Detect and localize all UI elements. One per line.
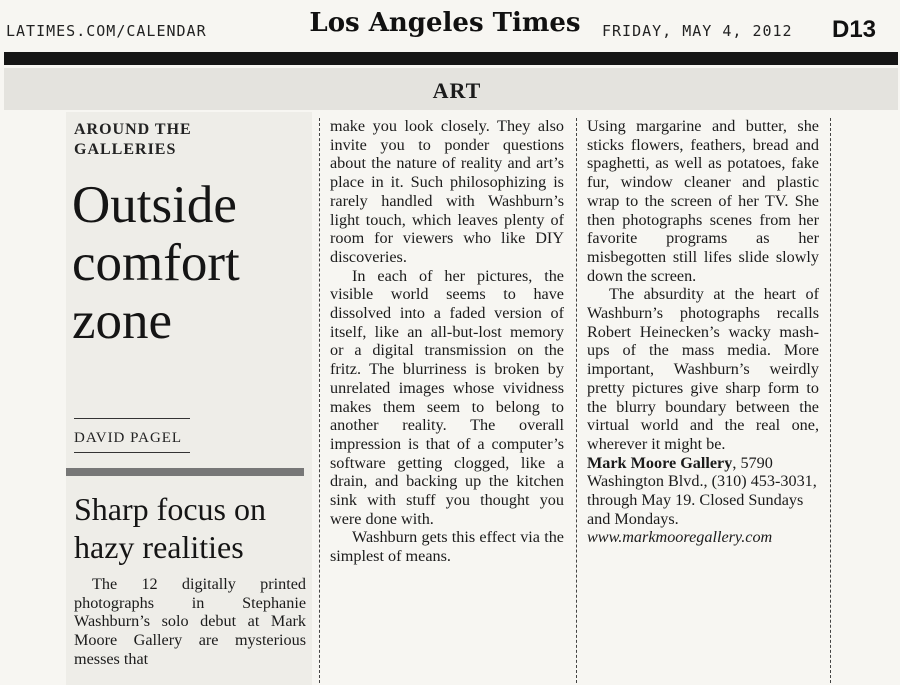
subheadline — [74, 490, 306, 566]
gallery-info — [587, 454, 819, 548]
paragraph: In each of her pictures, the visible world seems to have dissolved into a faded version of itself, like an all-but-lost memory or a digital transmission on the fritz. The blurriness is broken by unrelated images whose vividness makes them seem to belong to another reality. The overall impression is that of a computer’s software getting clogged, like a drain, and backing up the kitchen sink with stuff you thought you were done with. — [330, 266, 564, 528]
column-divider — [576, 118, 577, 683]
masthead: Los Angeles Times — [309, 8, 581, 38]
headline — [72, 176, 308, 350]
site-url: LATIMES.COM/CALENDAR — [6, 22, 207, 40]
header-rule — [4, 52, 898, 65]
column-divider — [319, 118, 320, 683]
paragraph: The 12 digitally printed photographs in Stephanie Washburn’s solo debut at Mark Moore Gallery are mysterious messes that — [74, 575, 306, 668]
page-header — [0, 8, 900, 48]
byline: DAVID PAGEL — [74, 430, 183, 446]
column-divider — [830, 118, 831, 683]
byline-rule-bottom — [74, 452, 190, 453]
section-name: ART — [432, 78, 482, 103]
byline-rule-top — [74, 418, 190, 419]
gallery-name: Mark Moore Gallery — [587, 453, 733, 472]
column-2-text — [330, 117, 564, 566]
headline-line: zone — [72, 292, 173, 350]
gallery-url[interactable]: www.markmooregallery.com — [587, 528, 773, 547]
paragraph: Washburn gets this effect via the simplest of means. — [330, 528, 564, 566]
subhead-line: Sharp focus on — [74, 491, 266, 527]
gallery-details: , 5790 Washington Blvd., (310) 453-3031, through May 19. Closed Sundays and Mondays. — [587, 453, 817, 528]
kicker-line: AROUND THE — [74, 121, 192, 138]
subhead-divider — [66, 468, 304, 476]
paragraph: The absurdity at the heart of Washburn’s photographs recalls Robert Heinecken’s wacky mash-ups of the mass media. More important, Washburn’s weirdly pretty pictures give sharp form to the blurry boundary between the virtual world and the real one, wherever it might be. — [587, 285, 819, 453]
dateline: FRIDAY, MAY 4, 2012 — [602, 22, 793, 40]
headline-line: comfort — [72, 234, 240, 292]
page-number: D13 — [832, 16, 877, 43]
subhead-line: hazy realities — [74, 529, 244, 565]
paragraph: Using margarine and butter, she sticks flowers, feathers, bread and spaghetti, as well as potatoes, fake fur, window cleaner and plastic wrap to the screen of her TV. She then photographs scenes from her favorite programs as her misbegotten still lifes slide slowly down the screen. — [587, 117, 819, 285]
column-1-text — [74, 575, 306, 669]
paragraph: make you look closely. They also invite you to ponder questions about the nature of reality and art’s place in it. Such philosophizing is rarely handled with Washburn’s light touch, which leaves plenty of room for viewers who like DIY discoveries. — [330, 117, 564, 266]
kicker — [74, 120, 304, 160]
headline-line: Outside — [72, 176, 237, 234]
column-3-text — [587, 117, 819, 547]
kicker-line: GALLERIES — [74, 141, 177, 158]
